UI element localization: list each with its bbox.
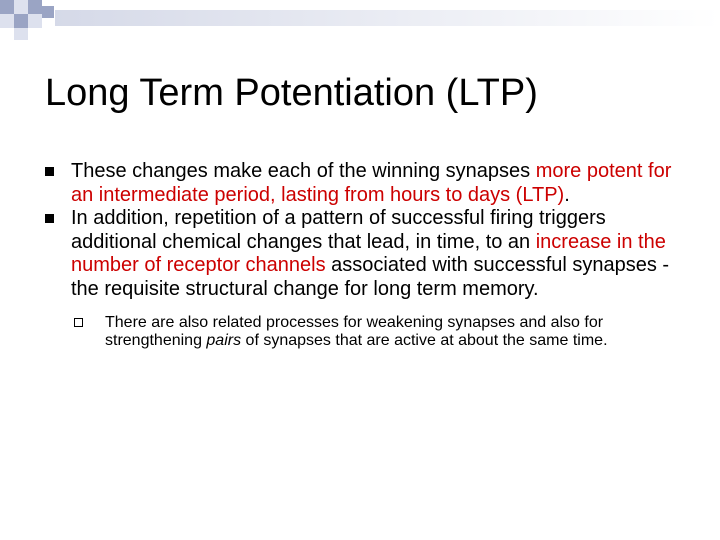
bullet-text: associated with successful synapses - the requisite structural change for long term memory.	[71, 254, 670, 300]
bullet-item	[45, 160, 685, 207]
highlighted-text: more potent for an intermediate period, lasting from hours to days (LTP)	[71, 160, 672, 206]
filled-square-bullet-icon	[45, 167, 54, 176]
sub-bullet-item	[71, 314, 665, 351]
highlighted-text: increase in the number of receptor channels	[71, 230, 666, 277]
filled-square-bullet-icon	[45, 214, 54, 223]
header-decoration	[0, 0, 720, 40]
sub-bullet-text: There are also related processes for weakening synapses and also for strengthening	[105, 313, 604, 350]
bullet-item	[45, 207, 685, 301]
bullet-text: In addition, repetition of a pattern of successful firing triggers additional chemical changes that lead, in time, to an	[71, 207, 606, 253]
sub-bullet-text: of synapses that are active at about the same time.	[241, 332, 608, 350]
slide-title: Long Term Potentiation (LTP)	[45, 72, 538, 114]
hollow-square-bullet-icon	[74, 318, 83, 327]
sub-bullet-italic-text: pairs	[206, 332, 242, 350]
bullet-list	[45, 160, 685, 351]
bullet-text: .	[564, 183, 570, 206]
bullet-text: These changes make each of the winning synapses	[71, 160, 536, 182]
